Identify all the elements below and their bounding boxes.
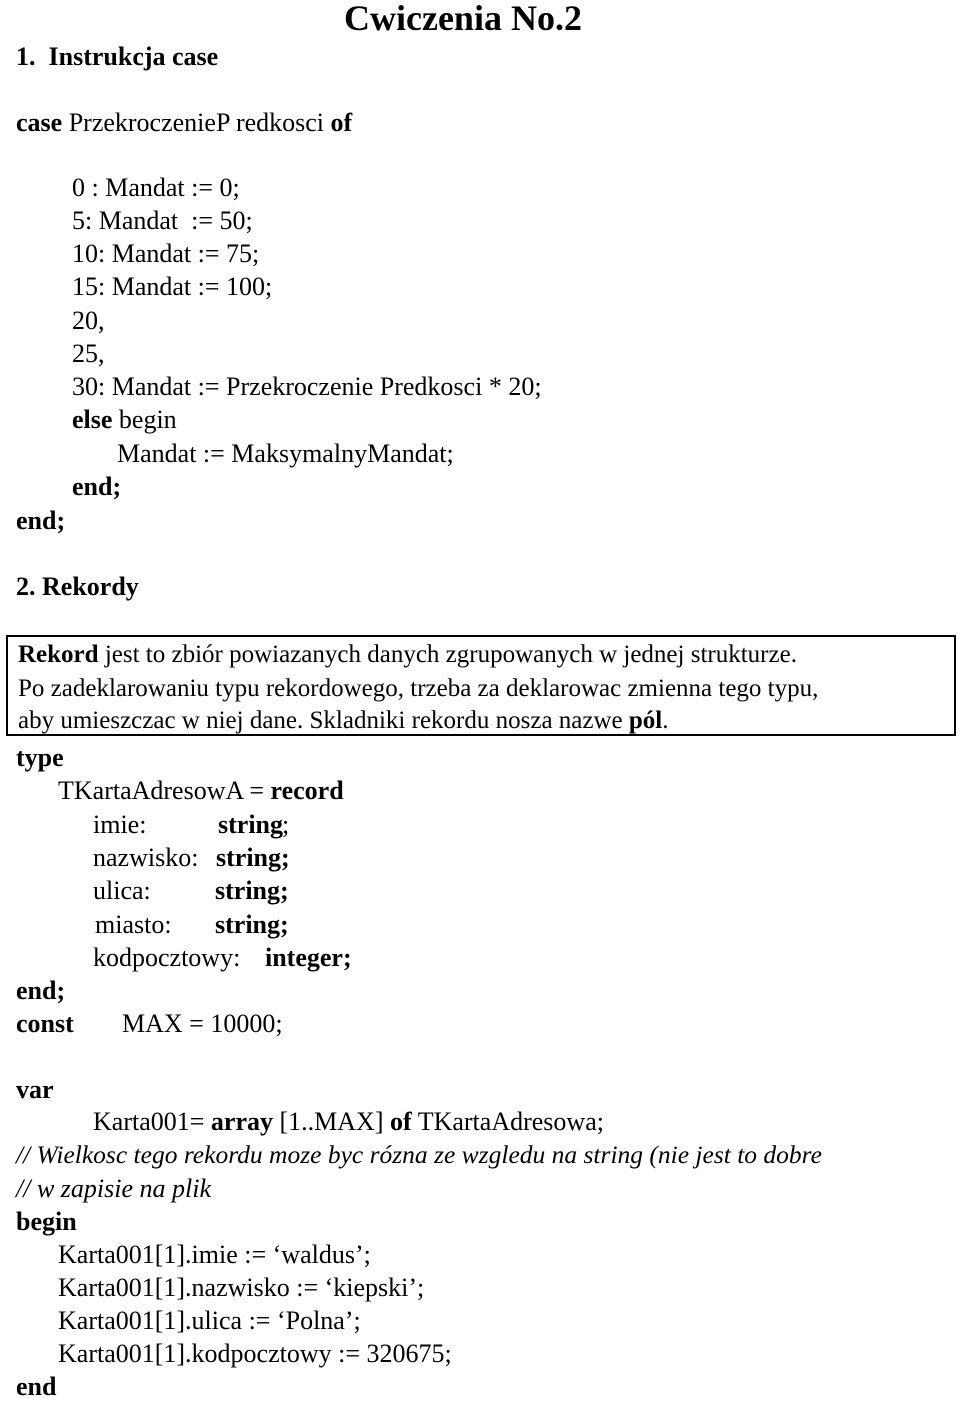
record-type-name: TKartaAdresowA =: [58, 776, 271, 805]
record-end: end;: [16, 976, 66, 1005]
var-keyword: var: [16, 1075, 54, 1104]
field-nazwisko: [93, 843, 290, 873]
record-declaration: [58, 776, 344, 806]
case-header-line: [16, 108, 352, 138]
else-keyword: else: [72, 405, 113, 434]
assign-imie: Karta001[1].imie := ‘waldus’;: [58, 1240, 371, 1269]
end-keyword: end: [16, 1372, 57, 1401]
field-imie: [93, 810, 290, 840]
case-branch-30: 30: Mandat := Przekroczenie Predkosci * 20;: [72, 372, 542, 401]
field-miasto: [95, 910, 289, 940]
array-keyword: array: [210, 1107, 273, 1136]
array-type: TKartaAdresowa;: [411, 1107, 604, 1136]
assign-kodpocztowy: Karta001[1].kodpocztowy := 320675;: [58, 1339, 452, 1368]
field-type: string;: [216, 843, 290, 872]
field-name: kodpocztowy:: [93, 943, 241, 972]
case-branch-10: 10: Mandat := 75;: [72, 239, 260, 268]
definition-text-3: aby umieszczac w niej dane. Skladniki rekordu nosza nazwe: [18, 707, 629, 734]
const-line: [16, 1009, 283, 1039]
field-type: string;: [215, 910, 289, 939]
field-type: string: [218, 810, 283, 839]
case-variable: PrzekroczenieP redkosci: [68, 108, 325, 137]
var-declaration: [93, 1107, 604, 1137]
case-end: end;: [16, 506, 66, 535]
section-number: 1.: [16, 42, 36, 71]
of-keyword: of: [390, 1107, 412, 1136]
definition-line-3: [18, 706, 669, 736]
comment-line-1: // Wielkosc tego rekordu moze byc rózna ze wzgledu na string (nie jest to dobre: [16, 1140, 822, 1169]
field-name: imie:: [93, 810, 147, 839]
rekord-term: Rekord: [18, 641, 99, 668]
begin-word: begin: [118, 405, 177, 434]
field-name: miasto:: [95, 910, 172, 939]
const-declaration: MAX = 10000;: [122, 1009, 283, 1038]
section-2-heading: 2. Rekordy: [16, 572, 139, 601]
of-keyword: of: [330, 108, 353, 137]
document-title: Cwiczenia No.2: [344, 0, 582, 38]
field-type: integer;: [265, 943, 352, 972]
section-1-heading: [16, 42, 218, 72]
field-kodpocztowy: [93, 943, 352, 973]
record-keyword: record: [270, 776, 344, 805]
definition-line-2: Po zadeklarowaniu typu rekordowego, trzeba za deklarowac zmienna tego typu,: [18, 675, 819, 702]
else-end: end;: [72, 472, 122, 501]
field-suffix: ;: [282, 810, 290, 839]
section-title: Instrukcja case: [48, 42, 219, 71]
pol-term: pól: [628, 707, 663, 734]
else-begin-line: [72, 405, 177, 435]
definition-line-1: [18, 640, 797, 670]
comment-line-2: // w zapisie na plik: [16, 1174, 211, 1203]
array-range: [1..MAX]: [273, 1107, 390, 1136]
var-name: Karta001=: [93, 1107, 211, 1136]
case-branch-0: 0 : Mandat := 0;: [72, 173, 240, 202]
type-keyword: type: [16, 743, 64, 772]
definition-box: [6, 635, 956, 736]
case-keyword: case: [16, 108, 63, 137]
definition-text-1: jest to zbiór powiazanych danych zgrupowanych w jednej strukturze.: [98, 641, 797, 668]
case-branch-20: 20,: [72, 306, 105, 335]
field-name: nazwisko:: [93, 843, 199, 872]
assign-nazwisko: Karta001[1].nazwisko := ‘kiepski’;: [58, 1273, 425, 1302]
field-type: string;: [215, 876, 289, 905]
else-statement: Mandat := MaksymalnyMandat;: [117, 439, 454, 468]
const-keyword: const: [16, 1009, 74, 1038]
case-branch-15: 15: Mandat := 100;: [72, 272, 273, 301]
case-branch-5: 5: Mandat := 50;: [72, 206, 253, 235]
assign-ulica: Karta001[1].ulica := ‘Polna’;: [58, 1306, 361, 1335]
field-ulica: [93, 876, 289, 906]
begin-keyword: begin: [16, 1207, 77, 1236]
field-name: ulica:: [93, 876, 151, 905]
definition-period: .: [662, 707, 669, 734]
case-branch-25: 25,: [72, 339, 105, 368]
